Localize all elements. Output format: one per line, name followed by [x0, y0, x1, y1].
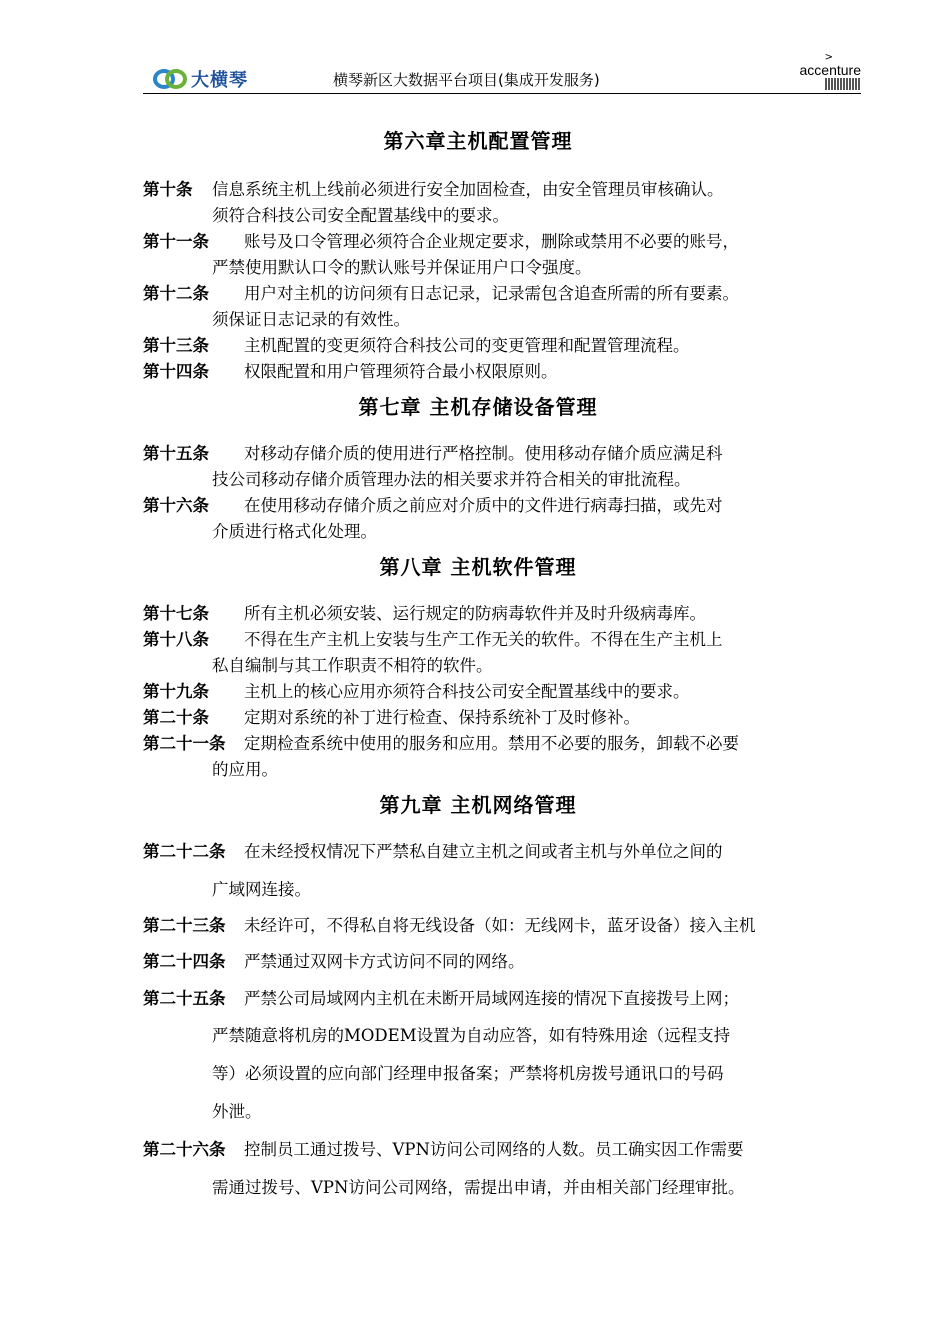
- article-number: 第二十五条: [143, 989, 226, 1008]
- article-text: 权限配置和用户管理须符合最小权限原则。: [244, 362, 558, 381]
- header-title: 横琴新区大数据平台项目(集成开发服务): [333, 71, 600, 89]
- accenture-subtext-mark: [825, 78, 861, 90]
- accenture-wordmark: accenture: [799, 62, 861, 78]
- article-number: 第十五条: [143, 444, 209, 463]
- chapter-title: 第六章主机配置管理: [383, 129, 573, 153]
- chapter-title: 第八章 主机软件管理: [379, 555, 577, 579]
- article-number: 第十条: [143, 180, 193, 199]
- chapter-title: 第七章 主机存储设备管理: [358, 395, 598, 419]
- article-text: 技公司移动存储介质管理办法的相关要求并符合相关的审批流程。: [212, 470, 691, 489]
- article-number: 第二十二条: [143, 842, 226, 861]
- article-text: 严禁使用默认口令的默认账号并保证用户口令强度。: [212, 258, 592, 277]
- article-text: 广域网连接。: [212, 880, 311, 899]
- article-number: 第二十四条: [143, 952, 226, 971]
- article-text: 严禁随意将机房的MODEM设置为自动应答，如有特殊用途（远程支持: [212, 1026, 731, 1045]
- article-text: 信息系统主机上线前必须进行安全加固检查，由安全管理员审核确认。: [212, 180, 724, 199]
- article-text: 对移动存储介质的使用进行严格控制。使用移动存储介质应满足科: [244, 444, 723, 463]
- logo-text: 大横琴: [191, 70, 248, 91]
- article-text: 等）必须设置的应向部门经理申报备案；严禁将机房拨号通讯口的号码: [212, 1064, 724, 1083]
- article-number: 第十九条: [143, 682, 209, 701]
- article-text: 介质进行格式化处理。: [212, 522, 377, 541]
- article-text: 的应用。: [212, 760, 278, 779]
- article-text: 在使用移动存储介质之前应对介质中的文件进行病毒扫描，或先对: [244, 496, 723, 515]
- article-number: 第二十六条: [143, 1140, 226, 1159]
- article-text: 定期对系统的补丁进行检查、保持系统补丁及时修补。: [244, 708, 640, 727]
- article-text: 在未经授权情况下严禁私自建立主机之间或者主机与外单位之间的: [244, 842, 723, 861]
- article-number: 第十一条: [143, 232, 209, 251]
- article-number: 第二十条: [143, 708, 209, 727]
- article-text: 定期检查系统中使用的服务和应用。禁用不必要的服务，卸载不必要: [244, 734, 739, 753]
- article-number: 第十六条: [143, 496, 209, 515]
- article-text: 主机配置的变更须符合科技公司的变更管理和配置管理流程。: [244, 336, 690, 355]
- article-text: 需通过拨号、VPN访问公司网络，需提出申请，并由相关部门经理审批。: [212, 1178, 745, 1197]
- article-number: 第二十一条: [143, 734, 226, 753]
- article-text: 主机上的核心应用亦须符合科技公司安全配置基线中的要求。: [244, 682, 690, 701]
- article-text: 外泄。: [212, 1102, 262, 1121]
- article-text: 不得在生产主机上安装与生产工作无关的软件。不得在生产主机上: [244, 630, 723, 649]
- article-text: 用户对主机的访问须有日志记录，记录需包含追查所需的所有要素。: [244, 284, 739, 303]
- header-divider: [143, 93, 861, 94]
- article-number: 第二十三条: [143, 916, 226, 935]
- article-number: 第十三条: [143, 336, 209, 355]
- dahengqin-logo: [153, 66, 248, 92]
- article-text: 未经许可，不得私自将无线设备（如：无线网卡，蓝牙设备）接入主机: [244, 916, 756, 935]
- article-text: 须保证日志记录的有效性。: [212, 310, 410, 329]
- article-number: 第十八条: [143, 630, 209, 649]
- article-text: 严禁通过双网卡方式访问不同的网络。: [244, 952, 525, 971]
- article-number: 第十七条: [143, 604, 209, 623]
- article-number: 第十二条: [143, 284, 209, 303]
- accenture-logo: [793, 52, 861, 94]
- article-text: 须符合科技公司安全配置基线中的要求。: [212, 206, 509, 225]
- article-text: 所有主机必须安装、运行规定的防病毒软件并及时升级病毒库。: [244, 604, 706, 623]
- article-text: 控制员工通过拨号、VPN访问公司网络的人数。员工确实因工作需要: [244, 1140, 744, 1159]
- chapter-title: 第九章 主机网络管理: [379, 793, 577, 817]
- article-text: 私自编制与其工作职责不相符的软件。: [212, 656, 493, 675]
- article-text: 账号及口令管理必须符合企业规定要求，删除或禁用不必要的账号，: [244, 232, 739, 251]
- accenture-caret-icon: >: [824, 52, 833, 63]
- article-number: 第十四条: [143, 362, 209, 381]
- dahengqin-logo-icon: [153, 68, 187, 90]
- article-text: 严禁公司局域网内主机在未断开局域网连接的情况下直接拨号上网；: [244, 989, 739, 1008]
- page-header: [143, 52, 861, 100]
